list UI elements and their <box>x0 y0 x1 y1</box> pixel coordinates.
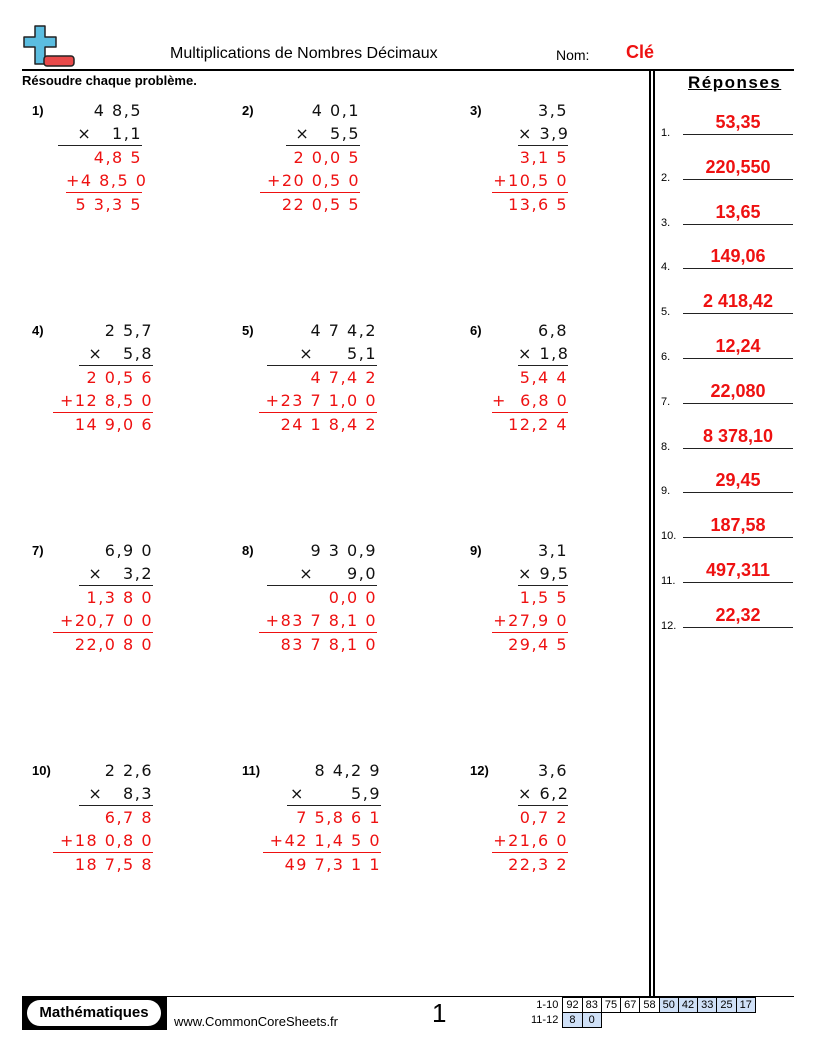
answer-blank[interactable] <box>683 313 793 314</box>
problem-1 <box>32 103 232 233</box>
problem-number: 11) <box>242 763 261 778</box>
product-result: 13,6 5 <box>508 195 568 214</box>
partial-product-2: +4 8,5 0 <box>66 169 142 193</box>
partial-product-1: 1,5 5 <box>519 588 568 607</box>
answer-row-11 <box>661 557 793 587</box>
problem-6 <box>470 323 670 453</box>
multiplier: × 9,0 <box>267 562 377 586</box>
answer-value: 497,311 <box>705 560 771 580</box>
multiplier: × 9,5 <box>518 562 568 586</box>
partial-product-1: 3,1 5 <box>519 148 568 167</box>
multiplicand: 2 5,7 <box>104 321 153 340</box>
partial-product-1: 7 5,8 6 1 <box>296 808 381 827</box>
score-cell: 50 <box>659 998 678 1013</box>
partial-product-2: +42 1,4 5 0 <box>263 829 381 853</box>
answer-blank[interactable] <box>683 537 793 538</box>
answer-blank[interactable] <box>683 448 793 449</box>
multiplier: × 3,9 <box>518 122 568 146</box>
score-row-label: 1-10 <box>536 999 559 1011</box>
product-result: 14 9,0 6 <box>74 415 153 434</box>
page-number: 1 <box>432 998 447 1028</box>
problem-number: 3) <box>470 103 482 118</box>
answer-row-3 <box>661 199 793 229</box>
partial-product-2: + 6,8 0 <box>492 389 568 413</box>
multiplier: × 3,2 <box>79 562 153 586</box>
score-row <box>528 998 755 1013</box>
score-cell: 0 <box>582 1013 601 1028</box>
score-cell: 42 <box>678 998 697 1013</box>
answer-value: 2 418,42 <box>702 291 774 312</box>
answer-number: 12. <box>661 619 677 632</box>
answer-blank[interactable] <box>683 627 793 628</box>
problem-8 <box>242 543 442 673</box>
problem-3 <box>470 103 670 233</box>
multiplicand: 6,9 0 <box>104 541 153 560</box>
answer-row-4 <box>661 243 793 273</box>
problem-7 <box>32 543 232 673</box>
partial-product-2: +21,6 0 <box>492 829 568 853</box>
partial-product-2: +20,7 0 0 <box>53 609 153 633</box>
partial-product-1: 4 7,4 2 <box>310 368 377 387</box>
score-table <box>528 997 756 1028</box>
partial-product-1: 2 0,5 6 <box>86 368 153 387</box>
problem-2 <box>242 103 442 233</box>
answer-number: 5. <box>661 306 671 319</box>
product-result: 22,3 2 <box>508 855 568 874</box>
score-cell: 25 <box>717 998 736 1013</box>
answer-value: 22,080 <box>710 380 766 401</box>
problem-11 <box>242 763 442 893</box>
problem-number: 10) <box>32 763 51 778</box>
problem-number: 5) <box>242 323 254 338</box>
multiplier: × 5,1 <box>267 342 377 366</box>
multiplicand: 8 4,2 9 <box>314 761 381 780</box>
partial-product-2: +18 0,8 0 <box>53 829 153 853</box>
product-result: 18 7,5 8 <box>74 855 153 874</box>
multiplier: × 5,8 <box>79 342 153 366</box>
score-cell: 33 <box>698 998 717 1013</box>
multiplicand: 4 0,1 <box>311 101 360 120</box>
score-row <box>528 1013 755 1028</box>
multiplicand: 3,1 <box>538 541 568 560</box>
partial-product-2: +27,9 0 <box>492 609 568 633</box>
answer-row-12 <box>661 602 793 632</box>
answer-value: 53,35 <box>715 112 761 132</box>
score-cell: 8 <box>563 1013 582 1028</box>
multiplicand: 9 3 0,9 <box>310 541 377 560</box>
answer-number: 9. <box>661 485 671 498</box>
answer-number: 7. <box>661 395 671 408</box>
partial-product-1: 1,3 8 0 <box>86 588 153 607</box>
answer-blank[interactable] <box>683 179 793 180</box>
brand-label: Mathématiques <box>27 1000 161 1026</box>
answer-value: 13,65 <box>715 201 761 222</box>
product-result: 83 7 8,1 0 <box>280 635 377 654</box>
partial-product-2: +20 0,5 0 <box>260 169 360 193</box>
answer-blank[interactable] <box>683 224 793 225</box>
partial-product-2: +23 7 1,0 0 <box>259 389 377 413</box>
answer-number: 3. <box>661 216 671 229</box>
partial-product-1: 2 0,0 5 <box>293 148 360 167</box>
answer-blank[interactable] <box>683 582 793 583</box>
multiplicand: 4 7 4,2 <box>310 321 377 340</box>
answer-row-7 <box>661 378 793 408</box>
partial-product-2: +83 7 8,1 0 <box>259 609 377 633</box>
multiplier: × 5,9 <box>287 782 381 806</box>
answers-title: Réponses <box>688 73 782 92</box>
answer-number: 10. <box>661 530 677 543</box>
product-result: 5 3,3 5 <box>75 195 142 214</box>
multiplicand: 2 2,6 <box>104 761 153 780</box>
problem-9 <box>470 543 670 673</box>
multiplicand: 3,5 <box>538 101 568 120</box>
instructions: Résoudre chaque problème. <box>22 73 197 88</box>
plus-minus-logo-icon <box>22 24 78 68</box>
score-cell: 67 <box>621 998 640 1013</box>
answer-row-10 <box>661 512 793 542</box>
name-label: Nom: <box>556 47 590 63</box>
score-cell: 75 <box>601 998 620 1013</box>
score-cell: 58 <box>640 998 659 1013</box>
problem-number: 8) <box>242 543 254 558</box>
answer-row-8 <box>661 423 793 453</box>
partial-product-1: 0,0 0 <box>328 588 377 607</box>
partial-product-1: 6,7 8 <box>104 808 153 827</box>
answer-number: 1. <box>661 127 671 139</box>
problem-10 <box>32 763 232 893</box>
problem-number: 7) <box>32 543 44 558</box>
product-result: 12,2 4 <box>508 415 568 434</box>
problem-number: 9) <box>470 543 482 558</box>
answer-value: 8 378,10 <box>702 425 774 446</box>
problem-12 <box>470 763 670 893</box>
score-row-label: 11-12 <box>531 1014 559 1026</box>
answer-row-5 <box>661 288 793 318</box>
answer-row-1 <box>661 109 793 139</box>
problem-number: 4) <box>32 323 44 338</box>
answer-value: 220,550 <box>705 156 771 177</box>
partial-product-1: 5,4 4 <box>519 368 568 387</box>
partial-product-2: +12 8,5 0 <box>53 389 153 413</box>
multiplier: × 8,3 <box>79 782 153 806</box>
answer-number: 8. <box>661 440 671 453</box>
product-result: 24 1 8,4 2 <box>280 415 377 434</box>
score-cell: 92 <box>563 998 582 1013</box>
multiplier: × 6,2 <box>518 782 568 806</box>
partial-product-2: +10,5 0 <box>492 169 568 193</box>
answer-value: 22,32 <box>715 604 761 625</box>
multiplier: × 1,1 <box>58 122 142 146</box>
answer-blank[interactable] <box>683 358 793 359</box>
product-result: 22,0 8 0 <box>74 635 153 654</box>
partial-product-1: 0,7 2 <box>519 808 568 827</box>
answer-value: 149,06 <box>710 246 766 267</box>
answer-number: 2. <box>661 171 671 184</box>
problem-number: 2) <box>242 103 254 118</box>
answer-number: 11. <box>661 575 676 587</box>
answer-row-9 <box>661 467 793 497</box>
multiplicand: 4 8,5 <box>93 101 142 120</box>
problem-number: 6) <box>470 323 482 338</box>
answer-blank[interactable] <box>683 268 793 269</box>
multiplicand: 3,6 <box>538 761 568 780</box>
answer-value: 187,58 <box>710 515 766 536</box>
header-divider <box>22 69 794 71</box>
worksheet-title: Multiplications de Nombres Décimaux <box>170 45 438 62</box>
problem-number: 12) <box>470 763 489 778</box>
website-link[interactable]: www.CommonCoreSheets.fr <box>174 1014 338 1029</box>
product-result: 22 0,5 5 <box>281 195 360 214</box>
partial-product-1: 4,8 5 <box>93 148 142 167</box>
product-result: 29,4 5 <box>508 635 568 654</box>
answer-row-2 <box>661 154 793 184</box>
multiplier: × 1,8 <box>518 342 568 366</box>
score-cell: 17 <box>736 998 755 1013</box>
answer-value: 12,24 <box>715 336 761 356</box>
answer-number: 6. <box>661 351 671 363</box>
multiplicand: 6,8 <box>538 321 568 340</box>
name-value: Clé <box>626 42 655 62</box>
answer-blank[interactable] <box>683 492 793 493</box>
answer-row-6 <box>661 333 793 363</box>
product-result: 49 7,3 1 1 <box>284 855 381 874</box>
answer-number: 4. <box>661 261 671 274</box>
problem-5 <box>242 323 442 453</box>
multiplier: × 5,5 <box>286 122 360 146</box>
answer-blank[interactable] <box>683 403 793 404</box>
answer-value: 29,45 <box>715 470 761 491</box>
problem-4 <box>32 323 232 453</box>
score-cell: 83 <box>582 998 601 1013</box>
problem-number: 1) <box>32 103 44 118</box>
answer-blank[interactable] <box>683 134 793 135</box>
